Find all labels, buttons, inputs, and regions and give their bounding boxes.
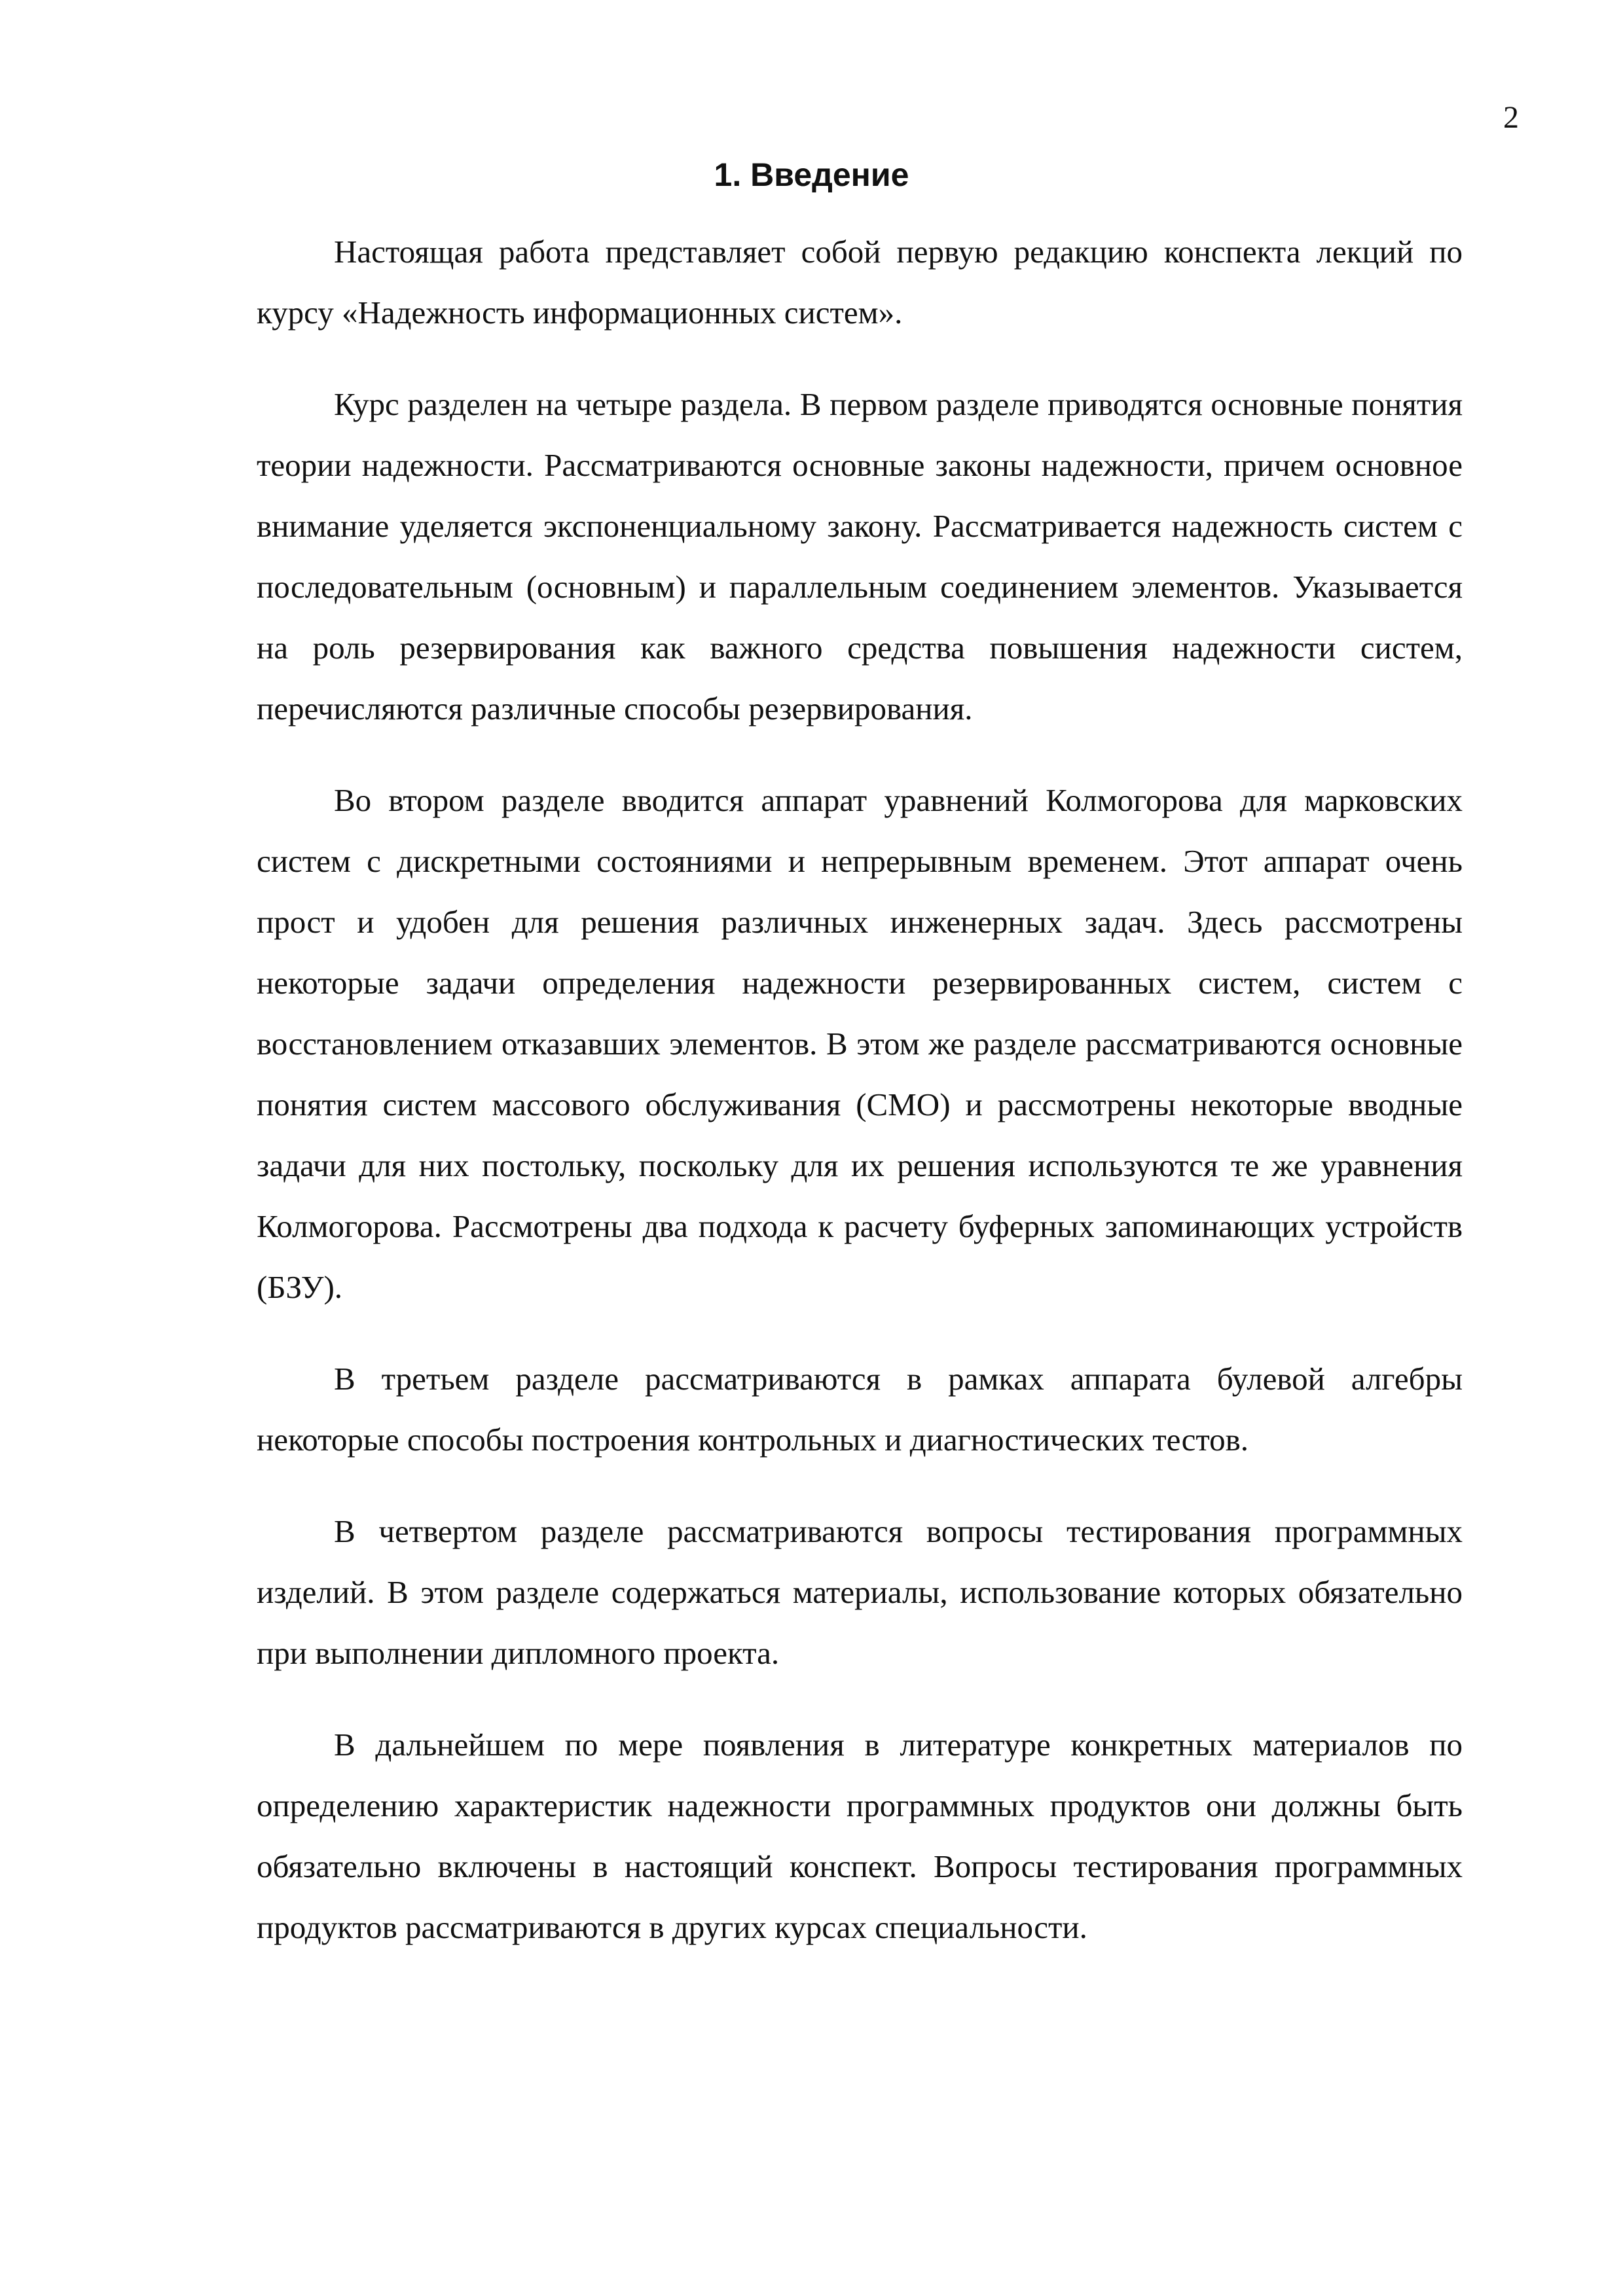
paragraph-section-two: Во втором разделе вводится аппарат уравнений Колмогорова для марковских систем с дискретными состояниями и непрерывным временем. Этот аппарат очень прост и удобен для решения различных инженерных задач. Здесь рассмотрены некоторые задачи определения надежности резервированных систем, систем с восстановлением отказавших элементов. В этом же разделе рассматриваются основные понятия систем массового обслуживания (СМО) и рассмотрены некоторые вводные задачи для них постольку, поскольку для их решения используются те же уравнения Колмогорова. Рассмотрены два подхода к расчету буферных запоминающих устройств (БЗУ). xyxy=(257,782,1463,1305)
paragraph-future: В дальнейшем по мере появления в литературе конкретных материалов по определению характеристик надежности программных продуктов они должны быть обязательно включены в настоящий конспект. Вопросы тестирования программных продуктов рассматриваются в других курсах специальности. xyxy=(257,1727,1463,1945)
paragraph-intro: Настоящая работа представляет собой первую редакцию конспекта лекций по курсу «Надежность информационных систем». xyxy=(257,234,1463,331)
paragraph-section-four: В четвертом разделе рассматриваются вопросы тестирования программных изделий. В этом разделе содержаться материалы, использование которых обязательно при выполнении дипломного проекта. xyxy=(257,1513,1463,1671)
section-title: 1. Введение xyxy=(714,156,909,193)
paragraph-section-three: В третьем разделе рассматриваются в рамках аппарата булевой алгебры некоторые способы построения контрольных и диагностических тестов. xyxy=(257,1361,1463,1458)
document-body xyxy=(257,221,1463,1988)
paragraph-section-one: Курс разделен на четыре раздела. В первом разделе приводятся основные понятия теории надежности. Рассматриваются основные законы надежности, причем основное внимание уделяется экспоненциальному закону. Рассматривается надежность систем с последовательным (основным) и параллельным соединением элементов. Указывается на роль резервирования как важного средства повышения надежности систем, перечисляются различные способы резервирования. xyxy=(257,386,1463,726)
page-number: 2 xyxy=(1503,100,1519,135)
